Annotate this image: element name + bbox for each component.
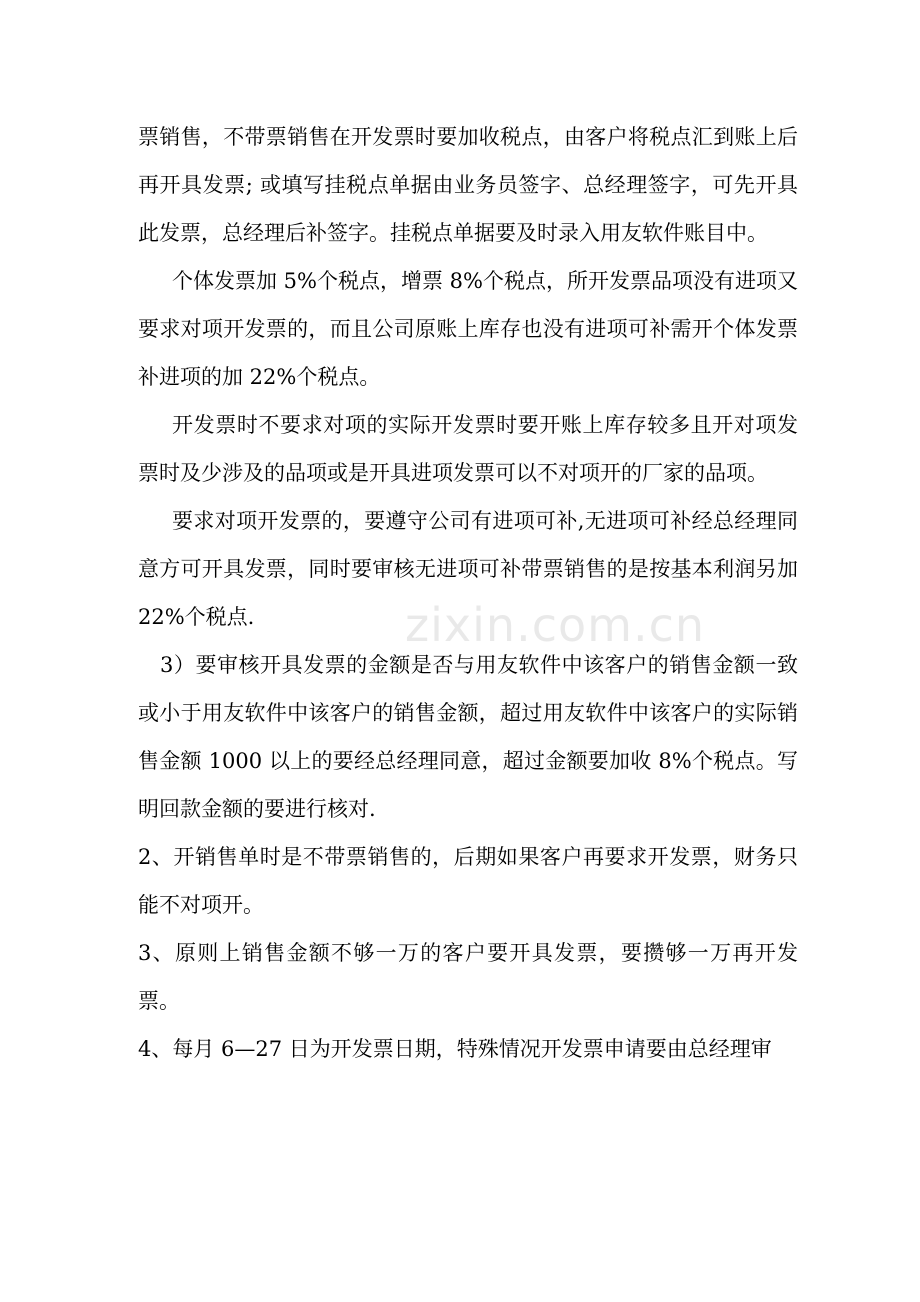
paragraph-5: 3）要审核开具发票的金额是否与用友软件中该客户的销售金额一致或小于用友软件中该客户的销售金额，超过用友软件中该客户的实际销售金额 1000 以上的要经总经理同意，超过金额要加收 8%个税点。写明回款金额的要进行核对.	[138, 653, 798, 821]
paragraph-6: 2、开销售单时是不带票销售的，后期如果客户再要求开发票，财务只能不对项开。	[138, 845, 798, 917]
paragraph-4: 要求对项开发票的，要遵守公司有进项可补,无进项可补经总经理同意方可开具发票，同时要审核无进项可补带票销售的是按基本利润另加 22%个税点.	[138, 509, 798, 629]
watermark: zixin.com.cn	[405, 598, 706, 652]
paragraph-2: 个体发票加 5%个税点，增票 8%个税点，所开发票品项没有进项又要求对项开发票的，而且公司原账上库存也没有进项可补需开个体发票补进项的加 22%个税点。	[138, 269, 798, 389]
paragraph-7: 3、原则上销售金额不够一万的客户要开具发票，要攒够一万再开发票。	[138, 941, 798, 1013]
document-body	[138, 113, 798, 1073]
paragraph-1: 票销售，不带票销售在开发票时要加收税点，由客户将税点汇到账上后再开具发票; 或填写挂税点单据由业务员签字、总经理签字，可先开具此发票，总经理后补签字。挂税点单据要及时录入用友软件账目中。	[138, 125, 798, 245]
paragraph-8: 4、每月 6—27 日为开发票日期，特殊情况开发票申请要由总经理审	[138, 1037, 772, 1061]
paragraph-3: 开发票时不要求对项的实际开发票时要开账上库存较多且开对项发票时及少涉及的品项或是开具进项发票可以不对项开的厂家的品项。	[138, 413, 798, 485]
